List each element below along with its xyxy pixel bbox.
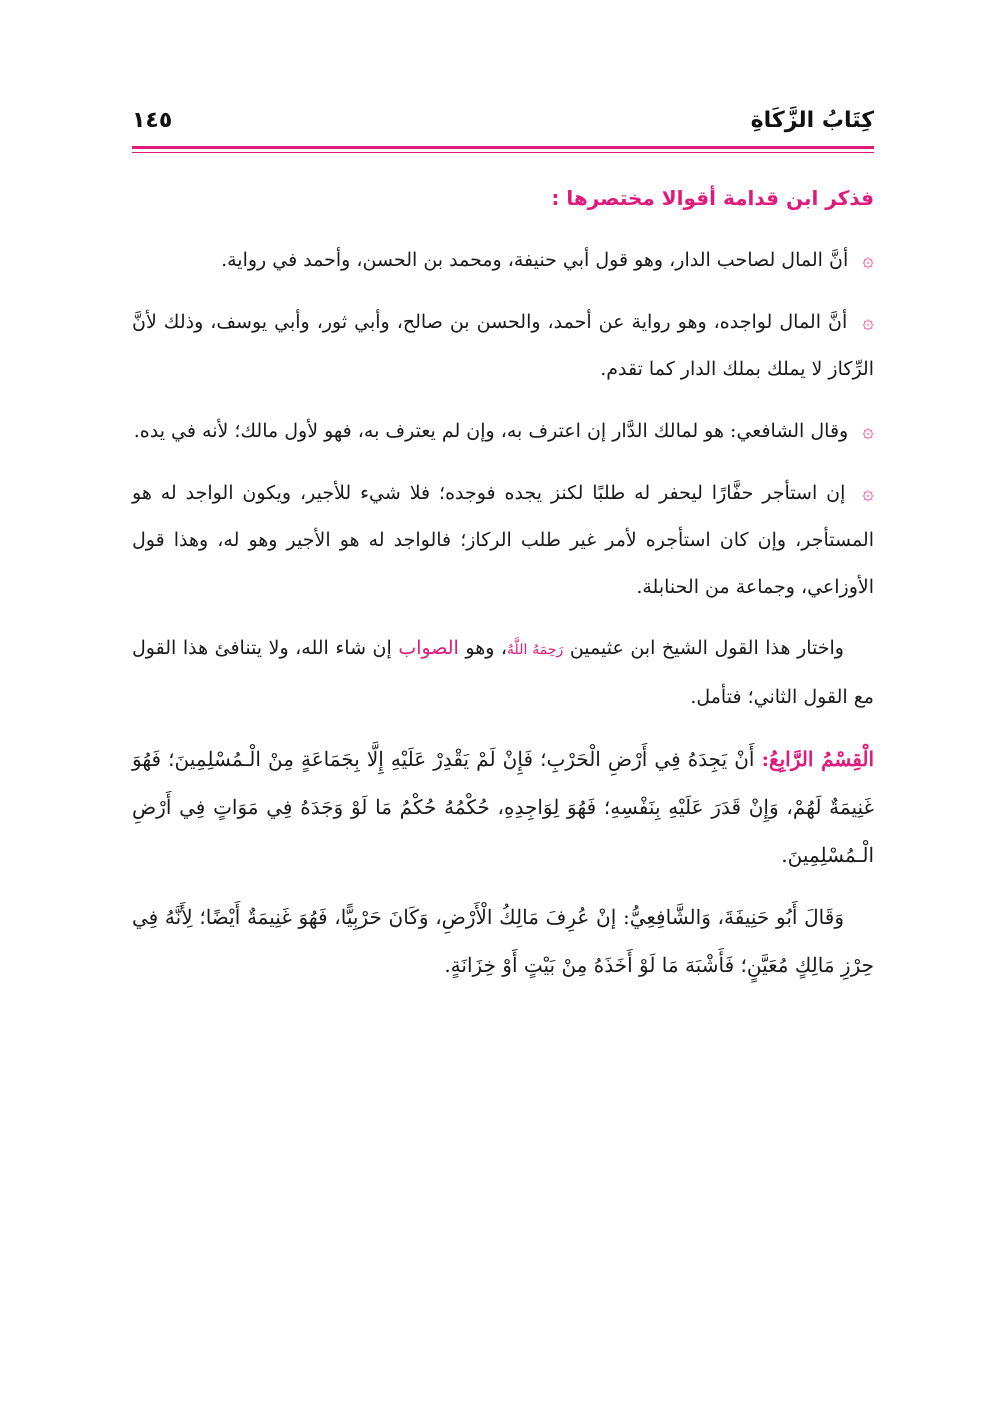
header-rule-thick (132, 146, 874, 149)
book-title: كِتَابُ الزَّكَاةِ (750, 108, 874, 133)
section-heading: فذكر ابن قدامة أقوالا مختصرها : (551, 186, 874, 210)
page-content (132, 168, 874, 1003)
choice-before: واختار هذا القول الشيخ ابن عثيمين (569, 637, 844, 659)
bullet-text: وقال الشافعي: هو لمالك الدَّار إن اعترف به، وإن لم يعترف به، فهو لأول مالك؛ لأنه في يده. (133, 420, 849, 442)
flower-bullet-icon: ۞ (862, 247, 874, 271)
choice-after: إن شاء الله، ولا يتنافئ هذا القول مع القول الثاني؛ فتأمل. (132, 637, 874, 708)
bullet-item (132, 236, 874, 284)
section-four-label: الْقِسْمُ الرَّابِعُ: (761, 747, 874, 771)
flower-bullet-icon: ۞ (862, 309, 875, 333)
section-four-paragraph (132, 735, 874, 879)
bullet-item (132, 298, 874, 393)
flower-bullet-icon: ۞ (862, 418, 874, 442)
final-paragraph: وَقَالَ أَبُو حَنِيفَةَ، وَالشَّافِعِيُّ: إنْ عُرِفَ مَالِكُ الْأَرْضِ، وَكَانَ حَرْبِيًّا، فَهُوَ غَنِيمَةٌ أَيْضًا؛ لِأَنَّهُ فِي حِرْزِ مَالِكٍ مُعَيَّنٍ؛ فَأَشْبَهَ مَا لَوْ أَخَذَهُ مِنْ بَيْتٍ أَوْ خِزَانَةٍ. (132, 905, 874, 977)
choice-middle: ، وهو (465, 637, 508, 659)
header-rule-thin (132, 152, 874, 153)
section-four-text: أَنْ يَجِدَهُ فِي أَرْضِ الْحَرْبِ؛ فَإِنْ لَمْ يَقْدِرْ عَلَيْهِ إِلَّا بِجَمَاعَةٍ مِنْ الْـمُسْلِمِينَ؛ فَهُوَ غَنِيمَةٌ لَهُمْ، وَإِنْ قَدَرَ عَلَيْهِ بِنَفْسِهِ؛ فَهُوَ لِوَاجِدِهِ، حُكْمُهُ حُكْمُ مَا لَوْ وَجَدَهُ فِي مَوَاتٍ فِي أَرْضِ الْـمُسْلِمِينَ. (132, 747, 874, 867)
highlight-word: الصواب (398, 637, 459, 659)
honorific-mark: رَحِمَهُ اللَّهُ (507, 642, 564, 658)
page-header (132, 108, 874, 144)
page-number: ١٤٥ (132, 108, 173, 133)
choice-paragraph (132, 625, 874, 721)
bullet-text: أنَّ المال لصاحب الدار، وهو قول أبي حنيفة، ومحمد بن الحسن، وأحمد في رواية. (221, 249, 849, 271)
bullet-item (132, 407, 874, 455)
bullet-text: أنَّ المال لواجده، وهو رواية عن أحمد، والحسن بن صالح، وأبي ثور، وأبي يوسف، وذلك لأنَّ الرِّكاز لا يملك بملك الدار كما تقدم. (132, 311, 874, 380)
bullet-item (132, 469, 874, 611)
flower-bullet-icon: ۞ (862, 480, 874, 504)
bullet-text: إن استأجر حفَّارًا ليحفر له طلبًا لكنز يجده فوجده؛ فلا شيء للأجير، ويكون الواجد له هو المستأجر، وإن كان استأجره لأمر غير طلب الركاز؛ فالواجد له هو الأجير وهو له، وهذا قول الأوزاعي، وجماعة من الحنابلة. (132, 482, 874, 598)
